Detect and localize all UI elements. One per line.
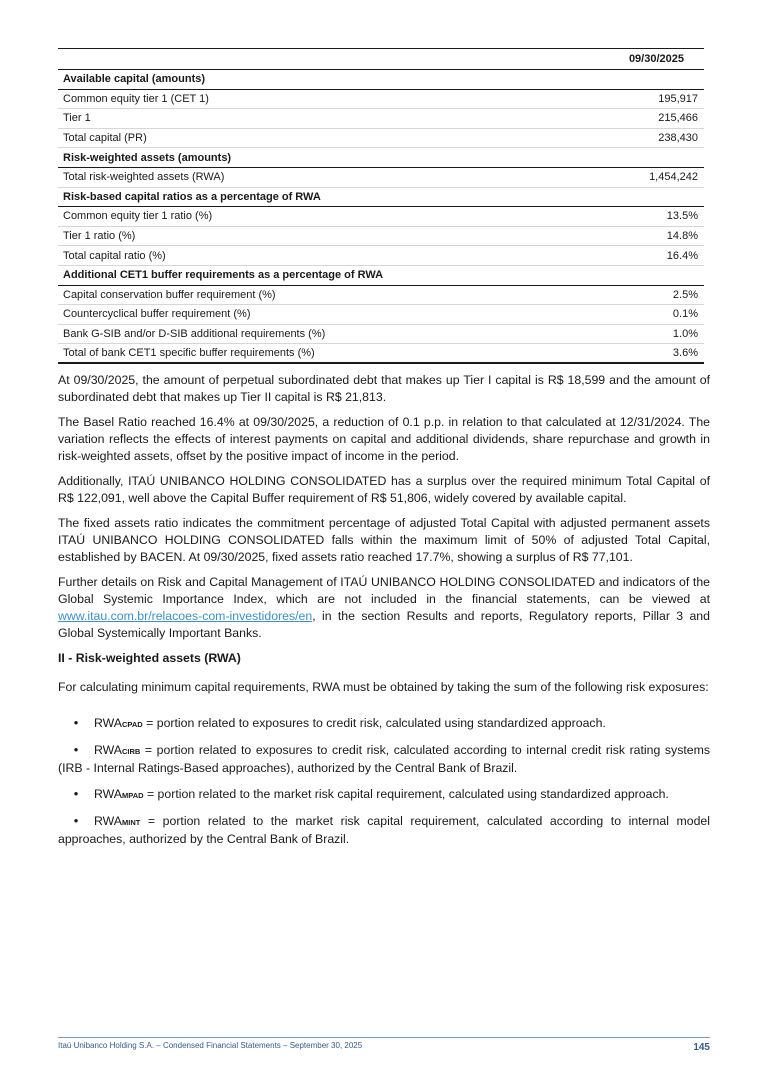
rwa-bullet-item	[58, 741, 710, 777]
table-row	[58, 305, 704, 325]
further-details-text-a: Further details on Risk and Capital Management of ITAÚ UNIBANCO HOLDING CONSOLIDATED and indicators of the Global Systemic Importance Index, which are not included in the financial statements, can be viewed at	[58, 575, 710, 606]
row-value: 13.5%	[666, 210, 698, 223]
table-row	[58, 227, 704, 247]
table-header	[58, 48, 704, 70]
row-value: 238,430	[658, 132, 698, 145]
bullet-icon: •	[73, 786, 79, 801]
row-value: 3.6%	[672, 347, 698, 360]
bullet-text: = portion related to exposures to credit risk, calculated according to internal credit risk rating systems (IRB - Internal Ratings-Based approaches), authorized by the Central Bank of Brazil.	[58, 743, 710, 775]
footer-text: Itaú Unibanco Holding S.A. – Condensed Financial Statements – September 30, 2025	[58, 1041, 363, 1050]
body-text	[58, 372, 710, 856]
paragraph-surplus: Additionally, ITAÚ UNIBANCO HOLDING CONSOLIDATED has a surplus over the required minimum Total Capital of R$ 122,091, well above the Capital Buffer requirement of R$ 51,806, widely covered by available capital.	[58, 474, 710, 505]
row-label: Total capital ratio (%)	[63, 249, 166, 262]
bullet-subscript: CPAD	[122, 720, 143, 729]
table-row	[58, 325, 704, 345]
table-row	[58, 246, 704, 266]
row-label: Tier 1 ratio (%)	[63, 230, 136, 243]
capital-table	[58, 48, 704, 364]
table-section-header	[58, 188, 704, 208]
bullet-subscript: CIRB	[122, 747, 141, 756]
row-label: Tier 1	[63, 112, 91, 125]
page-number: 145	[693, 1042, 710, 1053]
row-label: Risk-weighted assets (amounts)	[63, 151, 232, 164]
table-section-header	[58, 70, 704, 90]
footer-divider	[58, 1037, 710, 1038]
rwa-bullet-item	[58, 714, 710, 733]
paragraph-fixed-assets: The fixed assets ratio indicates the commitment percentage of adjusted Total Capital with adjusted permanent assets ITAÚ UNIBANCO HOLDING CONSOLIDATED falls within the maximum limit of 50% of adjusted Total Capital, established by BACEN. At 09/30/2025, fixed assets ratio reached 17.7%, showing a surplus of R$ 77,101.	[58, 516, 710, 564]
row-label: Total of bank CET1 specific buffer requirements (%)	[63, 347, 315, 360]
bullet-subscript: MPAD	[122, 791, 144, 800]
bullet-prefix: RWA	[94, 716, 123, 730]
row-label: Available capital (amounts)	[63, 73, 206, 86]
paragraph-further-details	[58, 574, 710, 642]
row-value: 195,917	[658, 92, 698, 105]
bullet-text: = portion related to the market risk capital requirement, calculated according to internal model approaches, authorized by the Central Bank of Brazil.	[58, 814, 710, 846]
bullet-prefix: RWA	[94, 787, 123, 801]
paragraph-rwa-intro: For calculating minimum capital requirements, RWA must be obtained by taking the sum of the following risk exposures:	[58, 680, 709, 694]
row-value: 2.5%	[672, 288, 698, 301]
date-column-header: 09/30/2025	[628, 53, 684, 65]
row-label: Risk-based capital ratios as a percentage of RWA	[63, 190, 321, 203]
row-label: Bank G-SIB and/or D-SIB additional requirements (%)	[63, 328, 326, 341]
row-label: Total risk-weighted assets (RWA)	[63, 171, 225, 184]
row-value: 1.0%	[672, 328, 698, 341]
table-row	[58, 344, 704, 364]
row-label: Common equity tier 1 ratio (%)	[63, 210, 213, 223]
bullet-text: = portion related to exposures to credit risk, calculated using standardized approach.	[142, 716, 606, 730]
rwa-bullet-list	[58, 714, 710, 848]
row-label: Countercyclical buffer requirement (%)	[63, 308, 251, 321]
row-value: 14.8%	[666, 230, 698, 243]
table-row	[58, 168, 704, 188]
table-row	[58, 286, 704, 306]
row-value: 16.4%	[666, 249, 698, 262]
rwa-bullet-item	[58, 812, 710, 848]
bullet-prefix: RWA	[94, 814, 123, 828]
bullet-prefix: RWA	[94, 743, 123, 757]
investor-relations-link[interactable]: www.itau.com.br/relacoes-com-investidores/en	[58, 609, 313, 623]
table-section-header	[58, 148, 704, 168]
row-label: Total capital (PR)	[63, 132, 147, 145]
table-section-header	[58, 266, 704, 286]
table-body	[58, 70, 704, 364]
table-row	[58, 207, 704, 227]
paragraph-debt: At 09/30/2025, the amount of perpetual subordinated debt that makes up Tier I capital is R$ 18,599 and the amount of subordinated debt that makes up Tier II capital is R$ 21,813.	[58, 373, 710, 404]
bullet-icon: •	[73, 742, 79, 757]
row-value: 1,454,242	[649, 171, 698, 184]
bullet-icon: •	[73, 715, 79, 730]
further-details-text-b: , in the section Results and reports, Regulatory reports, Pillar 3 and Global Systemically Important Banks.	[58, 609, 710, 640]
row-value: 0.1%	[672, 308, 698, 321]
bullet-icon: •	[73, 813, 79, 828]
section-title-rwa: II - Risk-weighted assets (RWA)	[58, 651, 241, 665]
row-label: Common equity tier 1 (CET 1)	[63, 92, 209, 105]
row-label: Additional CET1 buffer requirements as a percentage of RWA	[63, 269, 384, 282]
table-row	[58, 90, 704, 110]
row-label: Capital conservation buffer requirement (%)	[63, 288, 276, 301]
rwa-bullet-item	[58, 785, 710, 804]
row-value: 215,466	[658, 112, 698, 125]
bullet-subscript: MINT	[122, 818, 141, 827]
table-row	[58, 129, 704, 149]
table-row	[58, 109, 704, 129]
bullet-text: = portion related to the market risk capital requirement, calculated using standardized approach.	[143, 787, 669, 801]
paragraph-basel-ratio: The Basel Ratio reached 16.4% at 09/30/2025, a reduction of 0.1 p.p. in relation to that calculated at 12/31/2024. The variation reflects the effects of interest payments on capital and additional dividends, share repurchase and growth in risk-weighted assets, offset by the positive impact of income in the period.	[58, 415, 710, 463]
